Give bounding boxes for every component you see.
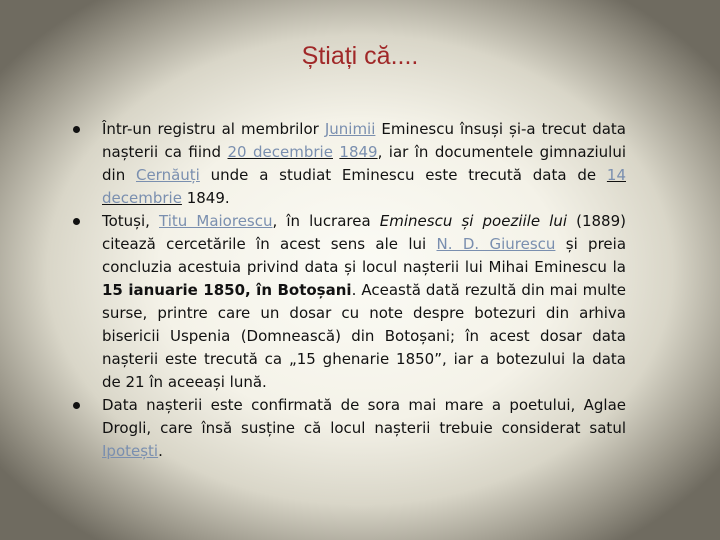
text: . <box>158 442 163 460</box>
text: unde a studiat Eminescu este trecută data de <box>199 166 607 184</box>
list-item <box>102 118 626 210</box>
text: 1849. <box>181 189 230 207</box>
slide-title: Știați că.... <box>301 42 419 70</box>
text: , în lucrarea <box>272 212 380 230</box>
link-20-decembrie[interactable]: 20 decembrie <box>227 143 333 161</box>
text: Eminescu însuși și-a trecut data nașterii ca fiind <box>102 120 627 161</box>
text: (1889) citează cercetările în acest sens ale lui <box>102 212 626 253</box>
book-title: Eminescu și poeziile lui <box>379 212 567 230</box>
link-junimii[interactable]: Junimii <box>324 120 376 138</box>
link-n-d-giurescu[interactable]: N. D. Giurescu <box>436 235 556 253</box>
birth-date-bold: 15 ianuarie 1850, în Botoșani <box>102 281 352 299</box>
link-ipotesti[interactable]: Ipotești <box>102 442 159 460</box>
text: Totuși, <box>102 212 160 230</box>
text: Într-un registru al membrilor <box>102 120 325 138</box>
text: și preia concluzia acestuia privind data și locul nașterii lui Mihai Eminescu la <box>102 235 627 276</box>
link-cernauti[interactable]: Cernăuți <box>135 166 200 184</box>
list-item <box>102 210 626 394</box>
link-titu-maiorescu[interactable]: Titu Maiorescu <box>159 212 273 230</box>
bullet-list <box>102 118 626 463</box>
list-item <box>102 394 626 463</box>
text: . Această dată rezultă din mai multe surse, printre care un dosar cu note despre botezuri din arhiva bisericii Uspenia (Domnească) din Botoșani; în acest dosar data nașterii este trecută ca „15 ghenarie 1850”, iar a botezului la data de 21 în aceeași lună. <box>102 281 627 391</box>
link-14-decembrie[interactable]: 14 decembrie <box>102 166 626 207</box>
text: , iar în documentele gimnaziului din <box>102 143 626 184</box>
text: Data nașterii este confirmată de sora mai mare a poetului, Aglae Drogli, care însă susține că locul nașterii trebuie considerat satul <box>102 396 626 437</box>
link-1849[interactable]: 1849 <box>339 143 378 161</box>
